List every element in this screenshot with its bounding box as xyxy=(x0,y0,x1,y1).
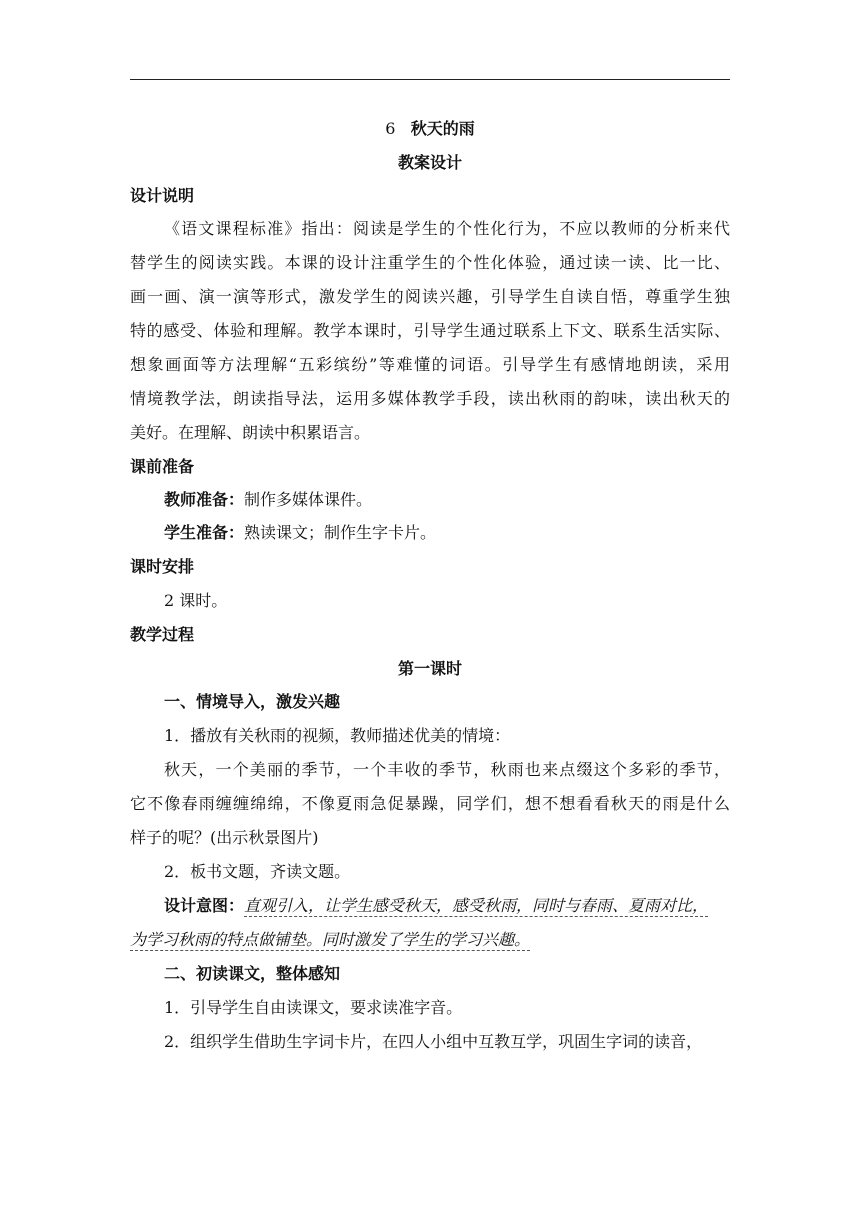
section-title: 一、情境导入，激发兴趣 xyxy=(164,692,341,711)
scenario-paragraph-line: 秋天，一个美丽的季节，一个丰收的季节，秋雨也来点缀这个多彩的季节， xyxy=(164,760,730,779)
period-title: 第一课时 xyxy=(397,659,462,678)
student-preparation xyxy=(130,522,730,544)
design-notes-line: 替学生的阅读实践。本课的设计注重学生的个性化体验，通过读一读、比一比、 xyxy=(130,253,730,272)
scenario-paragraph-line: 样子的呢？(出示秋景图片) xyxy=(130,828,319,847)
lesson-number: 6 xyxy=(385,119,396,138)
design-intent-label: 设计意图： xyxy=(164,896,245,915)
list-item: 2．板书文题，齐读文题。 xyxy=(164,862,351,881)
list-item: 1．引导学生自由读课文，要求读准字音。 xyxy=(164,998,463,1017)
student-preparation-text: 熟读课文；制作生字卡片。 xyxy=(244,523,437,542)
student-preparation-label: 学生准备： xyxy=(164,523,245,542)
design-intent xyxy=(130,895,730,917)
teacher-preparation-label: 教师准备： xyxy=(164,490,245,509)
schedule-text: 2 课时。 xyxy=(164,591,228,610)
lesson-title-line xyxy=(130,118,730,140)
scenario-paragraph-line: 它不像春雨缠缠绵绵，不像夏雨急促暴躁，同学们，想不想看看秋天的雨是什么 xyxy=(130,794,730,813)
list-item: 2．组织学生借助生字词卡片，在四人小组中互教互学，巩固生字词的读音， xyxy=(164,1032,703,1051)
design-intent-continued xyxy=(130,929,730,951)
design-notes-line: 美好。在理解、朗读中积累语言。 xyxy=(130,423,371,442)
design-notes-line: 特的感受、体验和理解。教学本课时，引导学生通过联系上下文、联系生活实际、 xyxy=(130,321,730,340)
teacher-preparation-text: 制作多媒体课件。 xyxy=(244,490,373,509)
design-intent-text: 为学习秋雨的特点做铺垫。同时激发了学生的学习兴趣。 xyxy=(130,930,531,949)
design-notes-line: 《语文课程标准》指出：阅读是学生的个性化行为，不应以教师的分析来代 xyxy=(164,219,730,238)
design-notes-line: 情境教学法，朗读指导法，运用多媒体教学手段，读出秋雨的韵味，读出秋天的 xyxy=(130,389,730,408)
preparation-heading: 课前准备 xyxy=(130,457,195,476)
teacher-preparation xyxy=(130,489,730,511)
page-subtitle: 教案设计 xyxy=(397,153,462,172)
section-title: 二、初读课文，整体感知 xyxy=(164,964,341,983)
header-rule xyxy=(130,79,730,80)
list-item: 1．播放有关秋雨的视频，教师描述优美的情境： xyxy=(164,726,511,745)
design-notes-line: 想象画面等方法理解“五彩缤纷”等难懂的词语。引导学生有感情地朗读，采用 xyxy=(130,355,730,374)
design-notes-line: 画一画、演一演等形式，激发学生的阅读兴趣，引导学生自读自悟，尊重学生独 xyxy=(130,287,730,306)
schedule-heading: 课时安排 xyxy=(130,557,195,576)
lesson-title: 秋天的雨 xyxy=(410,119,475,138)
design-notes-heading: 设计说明 xyxy=(130,186,195,205)
design-intent-text: 直观引入，让学生感受秋天，感受秋雨，同时与春雨、夏雨对比， xyxy=(244,896,709,915)
process-heading: 教学过程 xyxy=(130,625,195,644)
